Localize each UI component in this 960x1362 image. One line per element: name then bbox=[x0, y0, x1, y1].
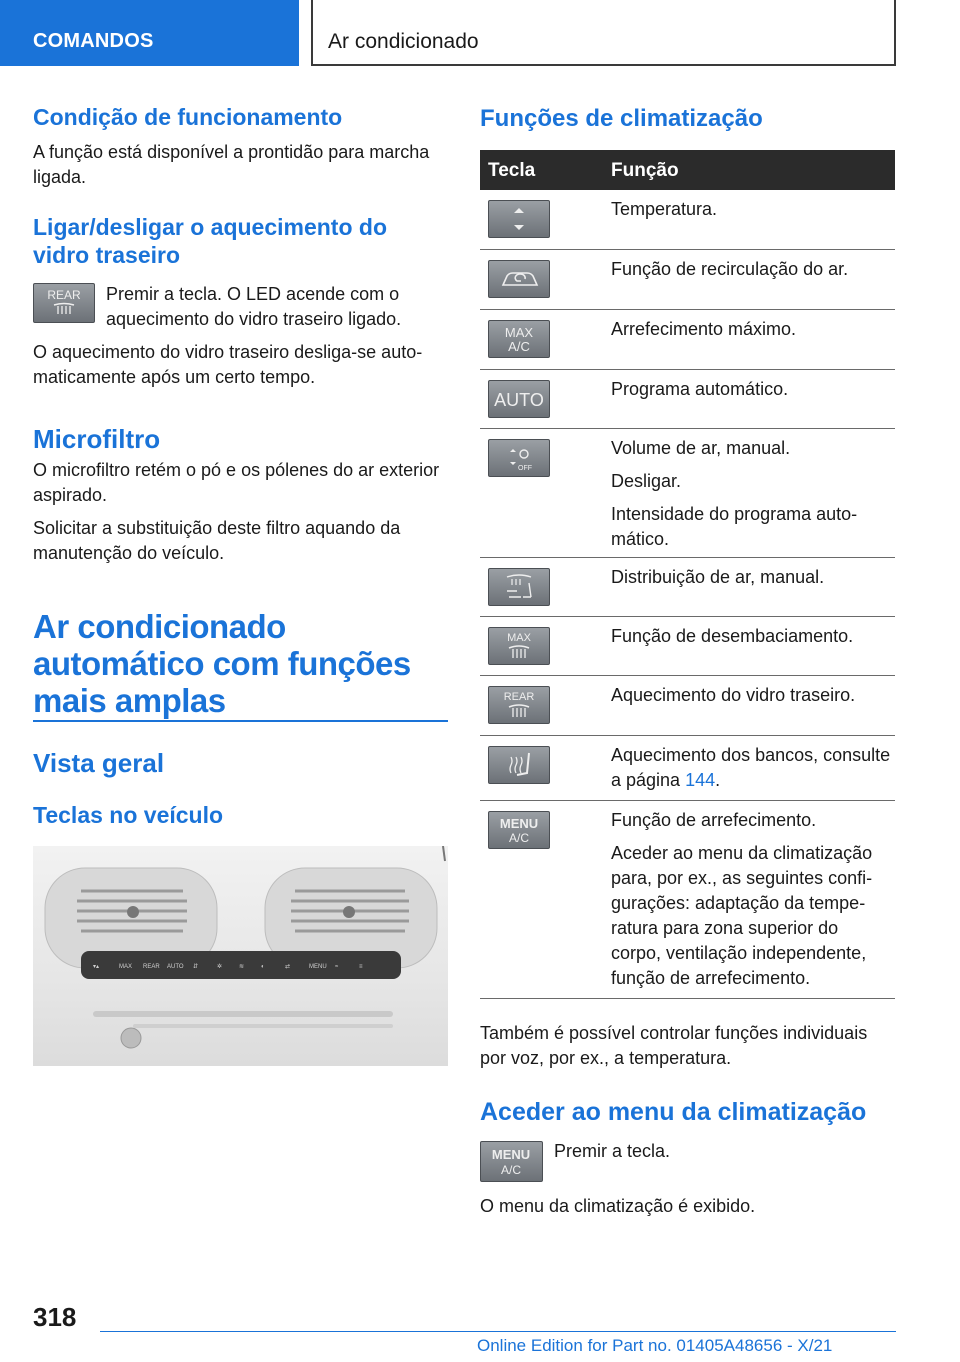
table-row bbox=[480, 617, 895, 676]
max-label: MAX bbox=[507, 632, 531, 644]
functions-table bbox=[480, 150, 895, 999]
row-text: Programa automático. bbox=[611, 379, 789, 399]
svg-text:◐: ◐ bbox=[261, 964, 265, 970]
auto-icon bbox=[488, 380, 550, 418]
menu-label: MENU bbox=[491, 1147, 531, 1162]
svg-text:≡: ≡ bbox=[359, 964, 363, 970]
page-link[interactable]: 144 bbox=[685, 770, 716, 790]
svg-text:MENU: MENU bbox=[309, 964, 327, 970]
fan-off-icon bbox=[488, 439, 550, 477]
overview-section bbox=[33, 747, 448, 829]
micro-section bbox=[33, 423, 448, 566]
auto-label: AUTO bbox=[494, 390, 544, 410]
max-ac-icon bbox=[488, 320, 550, 358]
table-row bbox=[480, 190, 895, 250]
svg-text:REAR: REAR bbox=[143, 964, 160, 970]
table-header bbox=[480, 150, 895, 190]
functions-title: Funções de climatização bbox=[480, 105, 763, 132]
svg-text:⇄: ⇄ bbox=[285, 964, 291, 970]
air-distribution-icon bbox=[488, 568, 550, 606]
recirculation-icon bbox=[488, 260, 550, 298]
section-tab bbox=[0, 0, 299, 66]
footer-rule bbox=[100, 1331, 896, 1332]
table-row bbox=[480, 676, 895, 736]
seat-heating-after: . bbox=[715, 770, 721, 790]
cond-text: A função está disponível a prontidão para marcha ligada. bbox=[33, 142, 430, 187]
cond-title: Condição de funcionamento bbox=[33, 104, 343, 130]
ac-label: A/C bbox=[500, 1163, 522, 1177]
row-text: Distribuição de ar, manual. bbox=[611, 567, 825, 587]
header-function: Função bbox=[611, 160, 679, 181]
row-text: Aquecimento do vidro traseiro. bbox=[611, 685, 856, 705]
header-key: Tecla bbox=[488, 160, 536, 181]
table-row bbox=[480, 310, 895, 370]
row-text: Arrefecimento máximo. bbox=[611, 319, 797, 339]
svg-text:≋: ≋ bbox=[239, 964, 245, 970]
menu-press-text: Premir a tecla. bbox=[554, 1141, 671, 1161]
menu-ac-key-icon bbox=[480, 1141, 543, 1182]
overview-title: Vista geral bbox=[33, 748, 165, 778]
off-label: OFF bbox=[518, 465, 532, 472]
max-defrost-icon bbox=[488, 627, 550, 665]
table-row bbox=[480, 801, 895, 999]
menu-label: MENU bbox=[499, 816, 539, 831]
row-text: Aceder ao menu da climatização para, por ex., as seguintes configurações: adaptação da temperatura para zona superior do corpo, ventilação independente, função de arrefecimento. bbox=[611, 843, 873, 988]
rear-title: Ligar/desligar o aquecimento do vidro traseiro bbox=[33, 214, 388, 268]
rear-section bbox=[33, 213, 448, 269]
svg-text:✲: ✲ bbox=[217, 964, 223, 970]
table-row bbox=[480, 558, 895, 617]
ac-label: A/C bbox=[508, 831, 530, 845]
row-text: Volume de ar, manual. bbox=[611, 438, 791, 458]
rear-auto-text: O aquecimento do vidro traseiro desliga-se automaticamente após um certo tempo. bbox=[33, 342, 423, 387]
page-number: 318 bbox=[33, 1302, 77, 1332]
seat-heating-text: Aquecimento dos bancos, consulte a página bbox=[611, 745, 891, 790]
voice-text: Também é possível controlar funções individuais por voz, por ex., a temperatura. bbox=[480, 1023, 868, 1068]
micro-title: Microfiltro bbox=[33, 424, 161, 454]
table-row bbox=[480, 370, 895, 429]
row-text: Função de arrefecimento. bbox=[611, 810, 817, 830]
big-title: Ar condicionado automático com funções mais amplas bbox=[33, 608, 411, 719]
title-rule bbox=[33, 720, 448, 722]
keys-title: Teclas no veículo bbox=[33, 802, 224, 828]
svg-text:AUTO: AUTO bbox=[167, 964, 184, 970]
svg-text:▾▴: ▾▴ bbox=[93, 964, 100, 970]
footer-edition: Online Edition for Part no. 01405A48656 - X/21 bbox=[477, 1336, 833, 1355]
ac-label: A/C bbox=[508, 339, 530, 354]
max-label: MAX bbox=[504, 325, 534, 340]
dashboard-photo bbox=[33, 846, 448, 1066]
svg-text:MAX: MAX bbox=[119, 964, 133, 970]
rear-defrost-key-icon bbox=[33, 283, 95, 323]
row-text: Temperatura. bbox=[611, 199, 718, 219]
row-text bbox=[611, 743, 891, 793]
rear-label: REAR bbox=[503, 691, 535, 703]
menu-title: Aceder ao menu da climatização bbox=[480, 1098, 867, 1126]
section-label: COMANDOS bbox=[33, 30, 154, 52]
big-section bbox=[33, 608, 448, 719]
svg-text:⇵: ⇵ bbox=[193, 964, 199, 970]
micro-p1: O microfiltro retém o pó e os pólenes do ar exterior aspirado. bbox=[33, 460, 440, 505]
table-row bbox=[480, 429, 895, 558]
table-row bbox=[480, 736, 895, 801]
micro-p2: Solicitar a substituição deste filtro aquando da manutenção do veículo. bbox=[33, 518, 401, 563]
cond-section bbox=[33, 103, 448, 190]
row-text: Função de recirculação do ar. bbox=[611, 259, 849, 279]
temperature-arrows-icon bbox=[488, 200, 550, 238]
rear-defrost-icon bbox=[488, 686, 550, 724]
row-text: Desligar. bbox=[611, 471, 682, 491]
menu-shown-text: O menu da climatização é exibido. bbox=[480, 1196, 756, 1216]
chapter-header bbox=[311, 0, 896, 66]
seat-heating-icon bbox=[488, 746, 550, 784]
table-row bbox=[480, 250, 895, 310]
chapter-title: Ar condicionado bbox=[328, 30, 479, 53]
menu-ac-icon bbox=[488, 811, 550, 849]
row-text: Intensidade do programa automático. bbox=[611, 504, 858, 549]
row-text: Função de desembaciamento. bbox=[611, 626, 854, 646]
svg-text:≈: ≈ bbox=[335, 964, 339, 970]
rear-label: REAR bbox=[47, 288, 81, 302]
rear-press-text: Premir a tecla. O LED acende com o aquecimento do vidro traseiro ligado. bbox=[106, 284, 402, 329]
